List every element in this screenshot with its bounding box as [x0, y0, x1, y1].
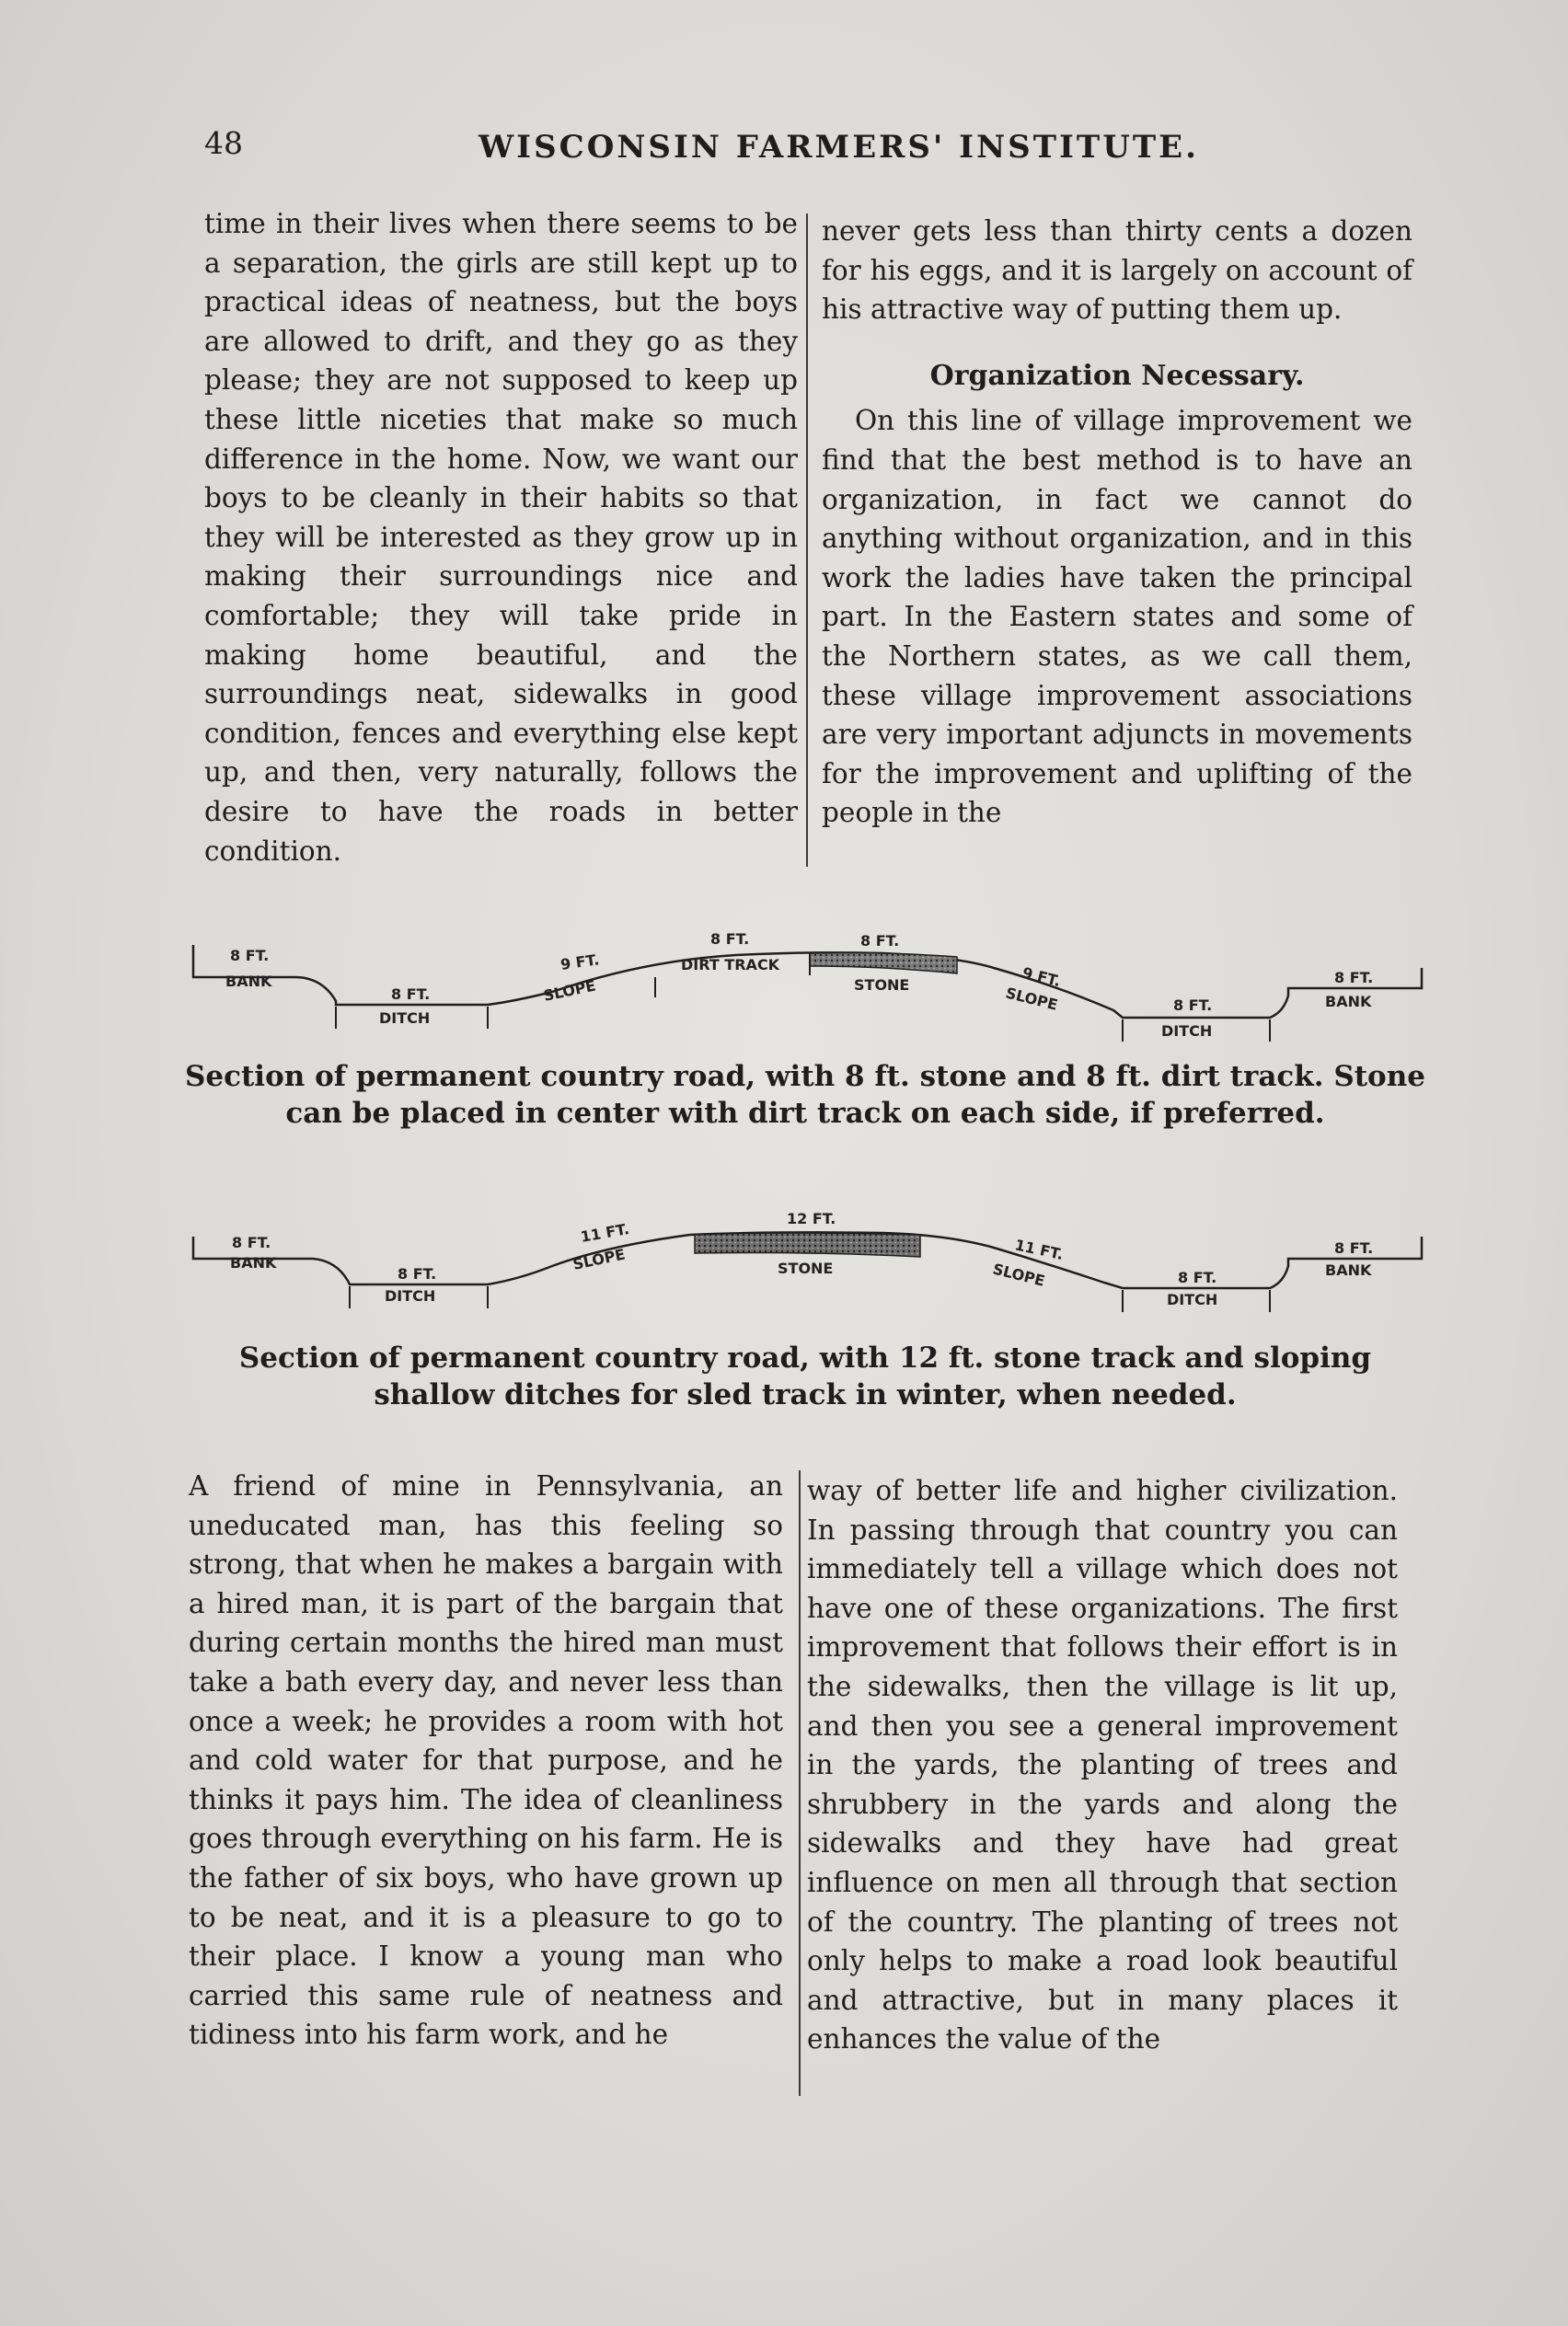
upper-left-column: [204, 204, 798, 870]
bank-right-width: 8 FT.: [1334, 1239, 1374, 1257]
bank-right-label: BANK: [1325, 993, 1372, 1010]
road-cross-section-figure-1: [184, 920, 1426, 1049]
slope-left-label: SLOPE: [571, 1245, 627, 1273]
section-heading: Organization Necessary.: [929, 359, 1305, 392]
bank-left-label: BANK: [225, 973, 272, 990]
ditch-left-width: 8 FT.: [391, 985, 431, 1003]
stone-width: 8 FT.: [860, 932, 900, 950]
slope-right-width: 9 FT.: [1020, 963, 1063, 991]
slope-right-width: 11 FT.: [1013, 1236, 1066, 1264]
road-section-drawing-2: [184, 1205, 1426, 1325]
ditch-left-label: DITCH: [385, 1287, 436, 1305]
ditch-right-label: DITCH: [1167, 1291, 1218, 1308]
bank-left-label: BANK: [230, 1254, 277, 1272]
upper-left-paragraph: time in their lives when there seems to be a separation, the girls are still kept up to practical ideas of neatness, but the boys are allowed to drift, and they go as they please; they are not supposed to keep up these little niceties that make so much difference in the home. Now, we want our boys to be cleanly in their habits so that they will be interested as they grow up in making their surroundings nice and comfortable; they will take pride in making home beautiful, and the surroundings neat, sidewalks in good condition, fences and everything else kept up, and then, very naturally, follows the desire to have the roads in better condition.: [204, 208, 798, 867]
road-section-drawing-1: [184, 920, 1426, 1049]
stone-label: STONE: [778, 1260, 834, 1277]
page-number: 48: [204, 125, 243, 161]
upper-right-paragraph: never gets less than thirty cents a dozen for his eggs, and it is largely on account of his attractive way of putting them up.: [822, 215, 1412, 326]
stone-label: STONE: [854, 976, 910, 994]
ditch-left-label: DITCH: [379, 1009, 431, 1027]
slope-left-label: SLOPE: [541, 976, 597, 1005]
figure-2-caption: Section of permanent country road, with 12 ft. stone track and sloping shallow ditches for sled track in winter, when needed.: [238, 1341, 1372, 1411]
ditch-right-width: 8 FT.: [1178, 1269, 1217, 1286]
dirt-track-label: DIRT TRACK: [681, 956, 780, 973]
lower-left-paragraph: A friend of mine in Pennsylvania, an uneducated man, has this feeling so strong, that when he makes a bargain with a hired man, it is part of the bargain that during certain months the hired man must take a bath every day, and never less than once a week; he provides a room with hot and cold water for that purpose, and he thinks it pays him. The idea of cleanliness goes through everything on his farm. He is the father of six boys, who have grown up to be neat, and it is a pleasure to go to their place. I know a young man who carried this same rule of neatness and tidiness into his farm work, and he: [189, 1470, 783, 2051]
running-head: WISCONSIN FARMERS' INSTITUTE.: [478, 129, 1199, 166]
stone-width: 12 FT.: [787, 1210, 836, 1227]
column-divider: [799, 1470, 801, 2096]
dirt-track-width: 8 FT.: [710, 930, 750, 948]
bank-left-width: 8 FT.: [230, 947, 270, 964]
bank-right-label: BANK: [1325, 1261, 1372, 1279]
ditch-left-width: 8 FT.: [398, 1265, 437, 1283]
upper-right-paragraph-2: On this line of village improvement we find that the best method is to have an organization, in fact we cannot do anything without organization, and in this work the ladies have taken the principal part. In the Eastern states and some of the Northern states, as we call them, these village improvement associations are very important adjuncts in movements for the improvement and uplifting of the people in the: [822, 405, 1412, 829]
bank-right-width: 8 FT.: [1334, 969, 1374, 986]
road-cross-section-figure-2: [184, 1205, 1426, 1325]
slope-right-label: SLOPE: [991, 1260, 1047, 1290]
slope-left-width: 11 FT.: [579, 1219, 631, 1246]
ditch-right-width: 8 FT.: [1173, 996, 1213, 1014]
figure-1-caption: Section of permanent country road, with 8 ft. stone and 8 ft. dirt track. Stone can be placed in center with dirt track on each side, if preferred.: [184, 1060, 1425, 1130]
lower-right-column: [807, 1471, 1398, 2059]
bank-left-width: 8 FT.: [232, 1234, 271, 1251]
column-divider: [806, 213, 808, 867]
slope-right-label: SLOPE: [1004, 984, 1060, 1014]
slope-left-width: 9 FT.: [559, 950, 601, 973]
ditch-right-label: DITCH: [1161, 1022, 1213, 1040]
lower-right-paragraph: way of better life and higher civilization. In passing through that country you can immediately tell a village which does not have one of these organizations. The first improvement that follows their effort is in the sidewalks, then the village is lit up, and then you see a general improvement in the yards, the planting of trees and shrubbery in the yards and along the sidewalks and they have had great influence on men all through that section of the country. The planting of trees not only helps to make a road look beautiful and attractive, but in many places it enhances the value of the: [807, 1475, 1398, 2055]
lower-left-column: [189, 1467, 783, 2055]
upper-right-column: [822, 212, 1412, 833]
